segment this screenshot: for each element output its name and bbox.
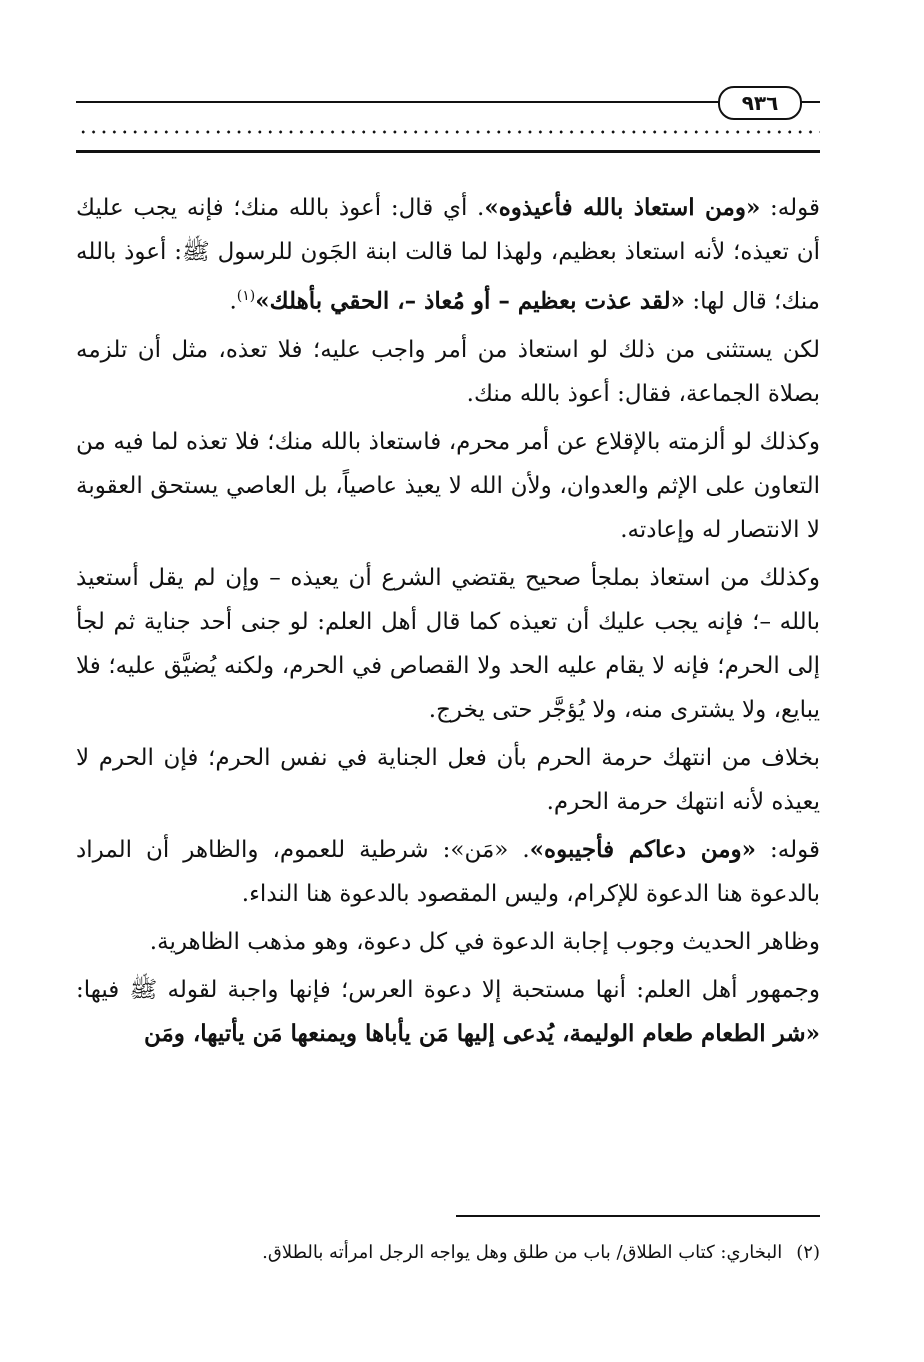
quoted-hadith: «ومن دعاكم فأجيبوه» [529, 835, 757, 863]
quoted-hadith: «ومن استعاذ بالله فأعيذوه» [484, 194, 761, 221]
page-number-text: ٩٣٦ [741, 91, 779, 115]
footnote [76, 1238, 820, 1268]
text-segment: قوله: [760, 195, 820, 221]
text-segment: . أي قال: أعوذ بالله منك؛ فإنه يجب عليك أن تعيذه؛ لأنه استعاذ بعظيم، ولهذا لما قالت ابنة الجَون للرسول ﷺ: أعوذ بالله منك؛ قال لها: [76, 195, 820, 315]
header-rule-left [76, 101, 720, 103]
footnote-text: البخاري: كتاب الطلاق/ باب من طلق وهل يواجه الرجل امرأته بالطلاق. [262, 1242, 783, 1263]
header-rule-bottom [76, 150, 820, 153]
text-segment: . [229, 288, 237, 315]
main-text [76, 186, 820, 1060]
text-segment: وكذلك من استعاذ بملجأ صحيح يقتضي الشرع أن يعيذه – وإن لم يقل أستعيذ بالله –؛ فإنه يجب عليك أن تعيذه كما قال أهل العلم: لو جنى أحد جناية ثم لجأ إلى الحرم؛ فإنه لا يقام عليه الحد ولا القصاص في الحرم، ولكنه يُضيَّق عليه؛ فلا يبايع، ولا يشترى منه، ولا يُؤجَّر حتى يخرج. [76, 564, 820, 723]
footnote-number: (٢) [796, 1242, 820, 1263]
quoted-hadith: «شر الطعام طعام الوليمة، يُدعى إليها مَن يأباها ويمنعها مَن يأتيها، ومَن [143, 1019, 820, 1047]
text-segment: . «مَن»: شرطية للعموم، والظاهر أن المراد بالدعوة هنا الدعوة للإكرام، وليس المقصود بالدعوة هنا النداء. [76, 836, 820, 907]
paragraph [76, 556, 820, 732]
page-number [718, 86, 802, 120]
quoted-hadith: «لقد عذت بعظيم – أو مُعاذ –، الحقي بأهلك» [255, 287, 686, 315]
text-segment: وكذلك لو ألزمته بالإقلاع عن أمر محرم، فاستعاذ بالله منك؛ فلا تعذه لما فيه من التعاون على الإثم والعدوان، ولأن الله لا يعيذ عاصياً، بل العاصي يستحق العقوبة لا الانتصار له وإعادته. [76, 428, 820, 543]
paragraph [76, 186, 820, 324]
paragraph [76, 736, 820, 824]
text-segment: قوله: [756, 836, 821, 863]
text-segment: وجمهور أهل العلم: أنها مستحبة إلا دعوة العرس؛ فإنها واجبة لقوله ﷺ فيها: [76, 976, 820, 1003]
paragraph [76, 920, 820, 964]
paragraph [76, 828, 820, 916]
footnote-rule [456, 1215, 820, 1217]
paragraph [76, 420, 820, 552]
header-dotted-rule [78, 128, 820, 136]
text-segment: وظاهر الحديث وجوب إجابة الدعوة في كل دعوة، وهو مذهب الظاهرية. [149, 928, 820, 955]
text-segment: لكن يستثنى من ذلك لو استعاذ من أمر واجب عليه؛ فلا تعذه، مثل أن تلزمه بصلاة الجماعة، فقال: أعوذ بالله منك. [76, 336, 820, 407]
paragraph [76, 968, 820, 1056]
text-segment: بخلاف من انتهك حرمة الحرم بأن فعل الجناية في نفس الحرم؛ فإن الحرم لا يعيذه لأنه انتهك حرمة الحرم. [76, 744, 820, 815]
paragraph [76, 328, 820, 416]
footnote-marker: (١) [236, 288, 256, 304]
